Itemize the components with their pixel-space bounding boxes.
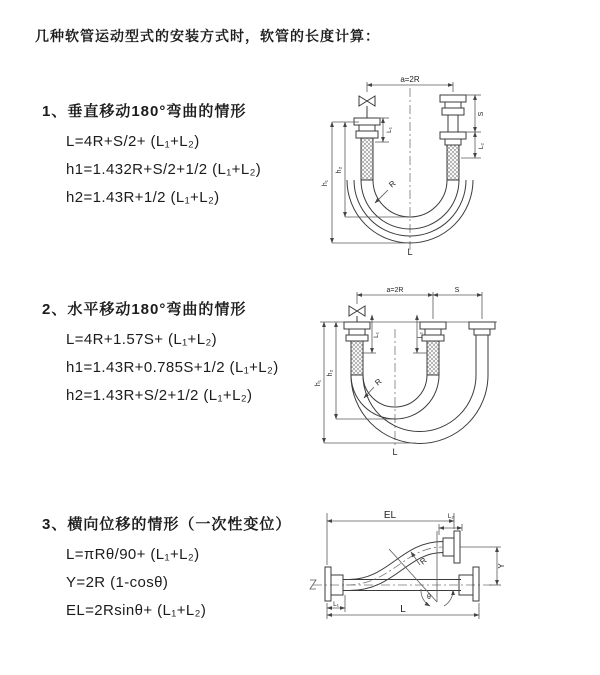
dim-label-span: a=2R bbox=[386, 287, 404, 294]
break-mark bbox=[310, 580, 316, 589]
dim-label-length: L bbox=[400, 604, 406, 615]
page-title: 几种软管运动型式的安装方式时，软管的长度计算： bbox=[35, 28, 380, 44]
section-3-heading: 3、横向位移的情形（一次性变位） bbox=[42, 516, 292, 533]
dim-label-l2: L₂ bbox=[478, 142, 485, 150]
dim-label-theta: θ bbox=[427, 594, 431, 601]
valve-icon bbox=[349, 306, 365, 316]
dim-label-shift: S bbox=[454, 287, 460, 294]
right-flange bbox=[473, 567, 479, 601]
diagram-vertical-180-bend bbox=[315, 70, 565, 260]
formula-line: h1=1.43R+0.785S+1/2 (L₁+L₂) bbox=[66, 359, 279, 376]
formula-line: L=πRθ/90+ (L₁+L₂) bbox=[66, 546, 200, 563]
dim-label-l1: L₁ bbox=[333, 601, 339, 608]
braided-hose-section bbox=[351, 341, 363, 375]
dim-label-h2: h₂ bbox=[336, 166, 343, 174]
formula-line: h2=1.43R+1/2 (L₁+L₂) bbox=[66, 189, 220, 206]
dim-label-l1: L₁ bbox=[386, 127, 393, 133]
formula-line: EL=2Rsinθ+ (L₁+L₂) bbox=[66, 602, 207, 619]
top-flange bbox=[454, 531, 460, 563]
diagram-horizontal-180-bend bbox=[312, 283, 600, 458]
dim-label-l2: L₂ bbox=[417, 331, 424, 339]
dim-label-radius: R bbox=[418, 555, 429, 567]
formula-line: Y=2R (1-cosθ) bbox=[66, 574, 169, 591]
dim-label-length: L bbox=[407, 247, 413, 257]
dim-label-span: a=2R bbox=[400, 75, 420, 84]
braided-hose-section bbox=[427, 341, 439, 375]
valve-icon bbox=[359, 96, 375, 106]
dim-label-el: EL bbox=[383, 510, 397, 521]
dim-label-s: S bbox=[478, 111, 485, 117]
formula-line: L=4R+1.57S+ (L₁+L₂) bbox=[66, 331, 218, 348]
dim-label-radius: R bbox=[373, 376, 384, 388]
dim-label-h2: h₂ bbox=[327, 369, 334, 377]
section-1-heading: 1、垂直移动180°弯曲的情形 bbox=[42, 103, 247, 120]
dim-label-h1: h₁ bbox=[322, 179, 329, 187]
diagram-lateral-displacement bbox=[305, 505, 600, 655]
dimensions bbox=[324, 292, 482, 443]
dim-label-l2: L₂ bbox=[447, 513, 455, 520]
dim-label-radius: R bbox=[387, 178, 398, 190]
dimensions bbox=[327, 513, 501, 619]
braided-hose-section bbox=[447, 145, 459, 180]
section-2-heading: 2、水平移动180°弯曲的情形 bbox=[42, 301, 247, 318]
formula-line: h2=1.43R+S/2+1/2 (L₁+L₂) bbox=[66, 387, 253, 404]
left-flange bbox=[325, 567, 331, 601]
dim-label-l1: L₁ bbox=[373, 332, 380, 338]
braided-hose-section bbox=[361, 138, 373, 180]
dim-label-y: Y bbox=[497, 563, 506, 569]
dim-label-h1: h₁ bbox=[315, 379, 322, 387]
dim-label-length: L bbox=[392, 447, 398, 457]
hose-assembly bbox=[344, 306, 495, 444]
formula-line: L=4R+S/2+ (L₁+L₂) bbox=[66, 133, 200, 150]
formula-line: h1=1.432R+S/2+1/2 (L₁+L₂) bbox=[66, 161, 262, 178]
hose-assembly bbox=[325, 531, 479, 601]
